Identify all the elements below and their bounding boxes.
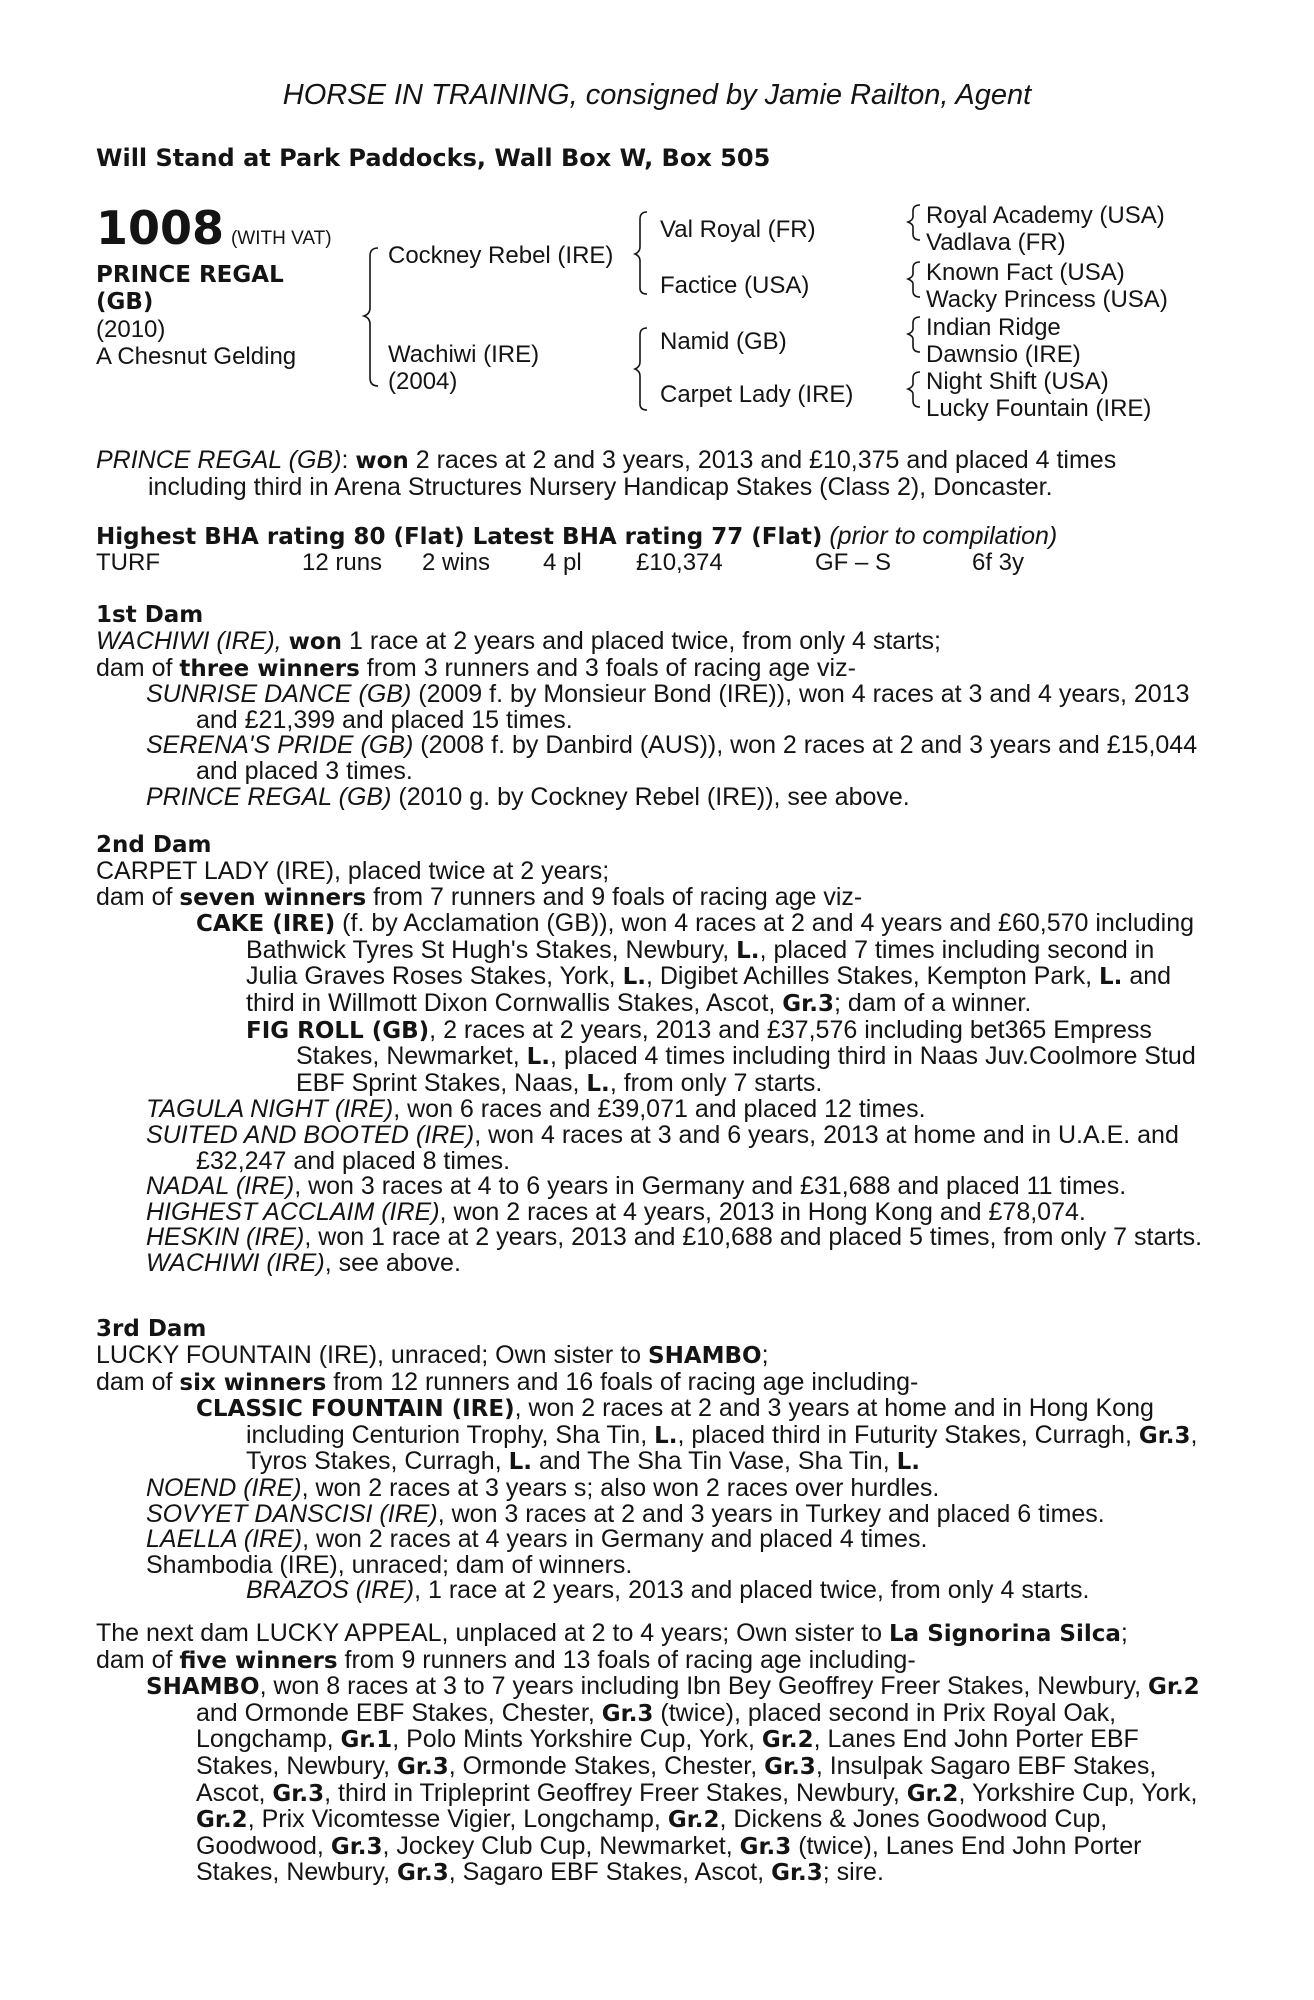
progeny-entry <box>96 1499 1206 1528</box>
record-going: GF – S <box>815 549 892 576</box>
progeny-text: (2008 f. by Danbird (AUS)), won 2 races at 2 and 3 years and £15,044 and placed 3 times. <box>196 731 1198 785</box>
second-dam-produce-a: dam of <box>96 882 180 911</box>
listed-badge: L. <box>508 1449 533 1476</box>
record-earnings: £10,374 <box>636 549 723 576</box>
first-dam-produce-a: dam of <box>96 653 180 682</box>
progeny-text: , won 2 races at 4 years in Germany and placed 4 times. <box>302 1525 928 1554</box>
bracket-dam-line <box>635 328 647 410</box>
second-dam-record: CARPET LADY (IRE), placed twice at 2 years; <box>96 857 610 885</box>
consignment-title: HORSE IN TRAINING, consigned by Jamie Railton, Agent <box>282 79 1032 111</box>
progeny-text: and third in Willmott Dixon Cornwallis Stakes, Ascot, <box>246 962 1172 1017</box>
dam-sire: Namid (GB) <box>660 328 787 355</box>
granddam-2: Vadlava (FR) <box>926 229 1066 256</box>
record-runs: 12 runs <box>302 549 383 576</box>
progeny-text: , Lanes End John Porter EBF Stakes, Newbury, <box>196 1725 1139 1780</box>
group-badge: Gr.2 <box>196 1807 248 1834</box>
progeny-entry <box>96 1120 1206 1175</box>
sire-sire: Val Royal (FR) <box>660 216 816 243</box>
group-badge: Gr.2 <box>761 1727 814 1754</box>
bha-rating: Highest BHA rating 80 (Flat) Latest BHA rating 77 (Flat) <box>96 524 823 550</box>
progeny-name: TAGULA NIGHT (IRE) <box>146 1095 394 1124</box>
granddam-8: Lucky Fountain (IRE) <box>926 395 1152 422</box>
progeny-text: (twice), placed second in Prix Royal Oak, Longchamp, <box>196 1698 1117 1754</box>
progeny-name: PRINCE REGAL (GB) <box>146 782 392 811</box>
grandsire-1: Royal Academy (USA) <box>926 202 1165 229</box>
summary-won: won <box>355 448 409 474</box>
progeny-entry <box>96 682 1206 733</box>
dam-dam: Carpet Lady (IRE) <box>660 381 854 408</box>
progeny-entry <box>96 1473 1206 1502</box>
bracket-parents <box>364 248 378 386</box>
listed-badge: L. <box>526 1044 551 1071</box>
progeny-text: , won 2 races at 4 years, 2013 in Hong Kong and £78,074. <box>439 1197 1086 1226</box>
second-dam-winners: seven winners <box>179 884 367 911</box>
third-dam-heading: 3rd Dam <box>96 1316 207 1342</box>
listed-badge: L. <box>622 964 646 991</box>
group-badge: Gr.3 <box>764 1753 816 1780</box>
progeny-text: , won 2 races at 3 years s; also won 2 races over hurdles. <box>301 1473 940 1502</box>
third-dam-produce-c: from 12 runners and 16 foals of racing age including- <box>326 1367 919 1396</box>
progeny-text: , Sagaro EBF Stakes, Ascot, <box>448 1858 772 1887</box>
next-dam-winners: five winners <box>179 1647 338 1674</box>
progeny-text: (2010 g. by Cockney Rebel (IRE)), see above. <box>391 782 910 811</box>
progeny-name: HIGHEST ACCLAIM (IRE) <box>146 1197 440 1226</box>
group-badge: Gr.2 <box>667 1807 720 1834</box>
bracket-sire-line <box>635 212 647 294</box>
progeny-text: (twice), Lanes End John Porter Stakes, Newbury, <box>196 1831 1142 1887</box>
progeny-text: , won 3 races at 4 to 6 years in Germany and £31,688 and placed 11 times. <box>294 1172 1127 1201</box>
horse-name: PRINCE REGAL <box>96 262 284 288</box>
summary-text: 2 races at 2 and 3 years, 2013 and £10,375 and placed 4 times including third in Arena Structures Nursery Handicap Stakes (Class 2), Doncaster. <box>148 446 1117 501</box>
progeny-text: , Polo Mints Yorkshire Cup, York, <box>392 1725 762 1754</box>
sire-dam: Factice (USA) <box>660 272 810 299</box>
third-dam-sister: SHAMBO <box>648 1343 762 1369</box>
progeny-text: , placed 7 times including second in Julia Graves Roses Stakes, York, <box>246 935 1155 991</box>
granddam-4: Wacky Princess (USA) <box>926 286 1168 313</box>
third-dam-section <box>96 1316 1206 1604</box>
progeny-entry <box>96 733 1206 784</box>
progeny-text: , won 2 races at 2 and 3 years at home and in Hong Kong including Centurion Trophy, Sha Tin, <box>246 1394 1154 1449</box>
progeny-name: HESKIN (IRE) <box>146 1223 305 1252</box>
dam-year: (2004) <box>388 368 458 395</box>
bracket-g34 <box>908 262 920 297</box>
first-dam-record: 1 race at 2 years and placed twice, from only 4 starts; <box>342 627 941 655</box>
second-dam-section <box>96 832 1206 1277</box>
grandsire-3: Known Fact (USA) <box>926 259 1125 286</box>
record-distance: 6f 3y <box>972 549 1025 576</box>
group-badge: Gr.3 <box>1138 1422 1191 1449</box>
progeny-text: (2009 f. by Monsieur Bond (IRE)), won 4 races at 3 and 4 years, 2013 and £21,399 and placed 15 times. <box>196 680 1190 734</box>
group-badge: Gr.3 <box>272 1780 325 1807</box>
listed-badge: L. <box>654 1422 678 1449</box>
first-dam-won: won <box>288 629 343 655</box>
progeny-text: , Digibet Achilles Stakes, Kempton Park, <box>645 962 1099 991</box>
group-badge: Gr.3 <box>601 1700 654 1727</box>
progeny-text: and Ormonde EBF Stakes, Chester, <box>196 1698 602 1727</box>
progeny-text: , Insulpak Sagaro EBF Stakes, Ascot, <box>196 1751 1157 1807</box>
progeny-name: FIG ROLL (GB) <box>246 1017 430 1044</box>
group-badge: Gr.3 <box>397 1753 449 1780</box>
progeny-text: and The Sha Tin Vase, Sha Tin, <box>532 1447 897 1476</box>
stand-location: Will Stand at Park Paddocks, Wall Box W, Box 505 <box>96 144 771 172</box>
progeny-entry-fig-roll <box>96 1015 1206 1098</box>
listed-badge: L. <box>1098 964 1123 991</box>
first-dam-section <box>96 602 1206 810</box>
progeny-text: , third in Tripleprint Geoffrey Freer Stakes, Newbury, <box>324 1778 907 1807</box>
progeny-name: SUITED AND BOOTED (IRE) <box>146 1120 475 1149</box>
group-badge: Gr.3 <box>782 990 834 1017</box>
lot-number: 1008 <box>96 201 225 255</box>
next-dam-produce-a: dam of <box>96 1645 180 1674</box>
next-dam-punct: ; <box>1120 1619 1128 1647</box>
progeny-text: , won 1 race at 2 years, 2013 and £10,688 and placed 5 times, from only 7 starts. <box>304 1223 1203 1252</box>
progeny-text: , Yorkshire Cup, York, <box>958 1778 1198 1807</box>
record-placed: 4 pl <box>543 549 582 576</box>
progeny-entry <box>96 1527 1206 1553</box>
progeny-entry <box>96 1197 1206 1226</box>
race-summary: PRINCE REGAL (GB): won 2 races at 2 and 3 years, 2013 and £10,375 and placed 4 times including third in Arena Structures Nursery Handicap Stakes (Class 2), Doncaster. <box>96 446 1117 501</box>
second-dam-heading: 2nd Dam <box>96 832 212 858</box>
progeny-text: , 1 race at 2 years, 2013 and placed twice, from only 4 starts. <box>414 1576 1090 1605</box>
progeny-name: WACHIWI (IRE) <box>146 1248 325 1277</box>
next-dam-produce-c: from 9 runners and 13 foals of racing age including- <box>337 1645 916 1674</box>
progeny-text: , see above. <box>324 1248 461 1277</box>
group-badge: Gr.2 <box>906 1780 959 1807</box>
first-dam-produce-c: from 3 runners and 3 foals of racing age viz- <box>359 653 856 682</box>
progeny-entry <box>96 1225 1206 1251</box>
first-dam-heading: 1st Dam <box>96 602 204 628</box>
progeny-text: , placed third in Futurity Stakes, Curragh, <box>677 1420 1139 1449</box>
group-badge: Gr.3 <box>330 1833 383 1860</box>
progeny-name: NADAL (IRE) <box>146 1172 295 1201</box>
listed-badge: L. <box>896 1449 921 1476</box>
third-dam-winners: six winners <box>179 1369 327 1396</box>
progeny-text: (f. by Acclamation (GB)), won 4 races at 2 and 4 years and £60,570 including Bathwick Tyres St Hugh's Stakes, Newbury, <box>246 909 1195 964</box>
progeny-entry-cake <box>96 911 1206 1017</box>
progeny-name: LAELLA (IRE) <box>146 1525 303 1554</box>
group-badge: Gr.3 <box>739 1833 792 1860</box>
next-dam-record: The next dam LUCKY APPEAL, unplaced at 2 to 4 years; Own sister to <box>96 1619 890 1647</box>
grandsire-5: Indian Ridge <box>926 314 1061 341</box>
horse-description: A Chesnut Gelding <box>96 343 297 370</box>
third-dam-produce-a: dam of <box>96 1367 180 1396</box>
grandsire-7: Night Shift (USA) <box>926 368 1109 395</box>
grand-progeny-entry <box>96 1578 1206 1604</box>
vat-note: (WITH VAT) <box>230 228 332 249</box>
progeny-text: , won 4 races at 3 and 6 years, 2013 at home and in U.A.E. and £32,247 and placed 8 times. <box>196 1120 1179 1175</box>
progeny-text: , Jockey Club Cup, Newmarket, <box>382 1831 740 1860</box>
progeny-text: , Dickens & Jones Goodwood Cup, Goodwood, <box>196 1805 1108 1860</box>
progeny-text: , won 8 races at 3 to 7 years including Ibn Bey Geoffrey Freer Stakes, Newbury, <box>259 1672 1148 1701</box>
horse-origin: (GB) <box>96 289 154 315</box>
third-dam-punct: ; <box>761 1341 769 1369</box>
second-dam-produce-c: from 7 runners and 9 foals of racing age viz- <box>366 882 863 911</box>
listed-badge: L. <box>736 937 760 964</box>
progeny-text: , 2 races at 2 years, 2013 and £37,576 including bet365 Empress Stakes, Newmarket, <box>296 1015 1152 1071</box>
next-dam-section <box>96 1621 1206 1887</box>
record-surface: TURF <box>96 549 160 576</box>
progeny-entry-shambodia: Shambodia (IRE), unraced; dam of winners. <box>146 1550 633 1579</box>
progeny-name: CAKE (IRE) <box>196 911 336 938</box>
group-badge: Gr.2 <box>1148 1674 1200 1701</box>
progeny-entry <box>96 1174 1206 1200</box>
progeny-entry-shambo <box>96 1674 1206 1887</box>
sire: Cockney Rebel (IRE) <box>388 242 614 269</box>
progeny-text: , won 6 races and £39,071 and placed 12 times. <box>393 1095 926 1124</box>
group-badge: Gr.3 <box>771 1860 823 1887</box>
rating-note: (prior to compilation) <box>829 522 1058 550</box>
record-wins: 2 wins <box>422 549 491 576</box>
third-dam-record: LUCKY FOUNTAIN (IRE), unraced; Own sister to <box>96 1341 648 1369</box>
granddam-6: Dawnsio (IRE) <box>926 341 1081 368</box>
progeny-name: SUNRISE DANCE (GB) <box>146 680 412 709</box>
progeny-name: BRAZOS (IRE) <box>246 1576 415 1605</box>
first-dam-name: WACHIWI (IRE), <box>96 627 282 655</box>
group-badge: Gr.1 <box>340 1727 393 1754</box>
first-dam-winners: three winners <box>179 655 360 682</box>
progeny-entry-classic-fountain <box>96 1396 1206 1476</box>
progeny-text: , Prix Vicomtesse Vigier, Longchamp, <box>247 1805 668 1834</box>
group-badge: Gr.3 <box>397 1860 449 1887</box>
dam: Wachiwi (IRE) <box>388 341 540 368</box>
progeny-entry <box>96 1248 1206 1277</box>
progeny-text: , Ormonde Stakes, Chester, <box>448 1751 765 1780</box>
bracket-g12 <box>908 205 920 240</box>
progeny-text: ; sire. <box>822 1858 884 1887</box>
next-dam-sister: La Signorina Silca <box>889 1621 1121 1647</box>
foaled-year: (2010) <box>96 316 166 343</box>
progeny-name: SHAMBO <box>146 1674 260 1701</box>
summary-horse-name: PRINCE REGAL (GB) <box>96 446 342 474</box>
progeny-entry <box>96 1097 1206 1123</box>
progeny-name: NOEND (IRE) <box>146 1473 302 1502</box>
progeny-name: CLASSIC FOUNTAIN (IRE) <box>196 1396 515 1423</box>
progeny-text: , placed 4 times including third in Naas Juv.Coolmore Stud EBF Sprint Stakes, Naas, <box>296 1042 1196 1097</box>
progeny-name: SERENA'S PRIDE (GB) <box>146 731 414 760</box>
bracket-g56 <box>908 317 920 352</box>
progeny-text: ; dam of a winner. <box>833 988 1032 1017</box>
listed-badge: L. <box>586 1070 610 1097</box>
bracket-g78 <box>908 372 920 407</box>
progeny-text: , Tyros Stakes, Curragh, <box>246 1420 1198 1476</box>
rating-line <box>96 524 1206 551</box>
progeny-entry <box>96 782 1206 811</box>
progeny-text: , won 3 races at 2 and 3 years in Turkey and placed 6 times. <box>437 1499 1105 1528</box>
progeny-text: , from only 7 starts. <box>609 1068 823 1097</box>
progeny-name: SOVYET DANSCISI (IRE) <box>146 1499 438 1528</box>
